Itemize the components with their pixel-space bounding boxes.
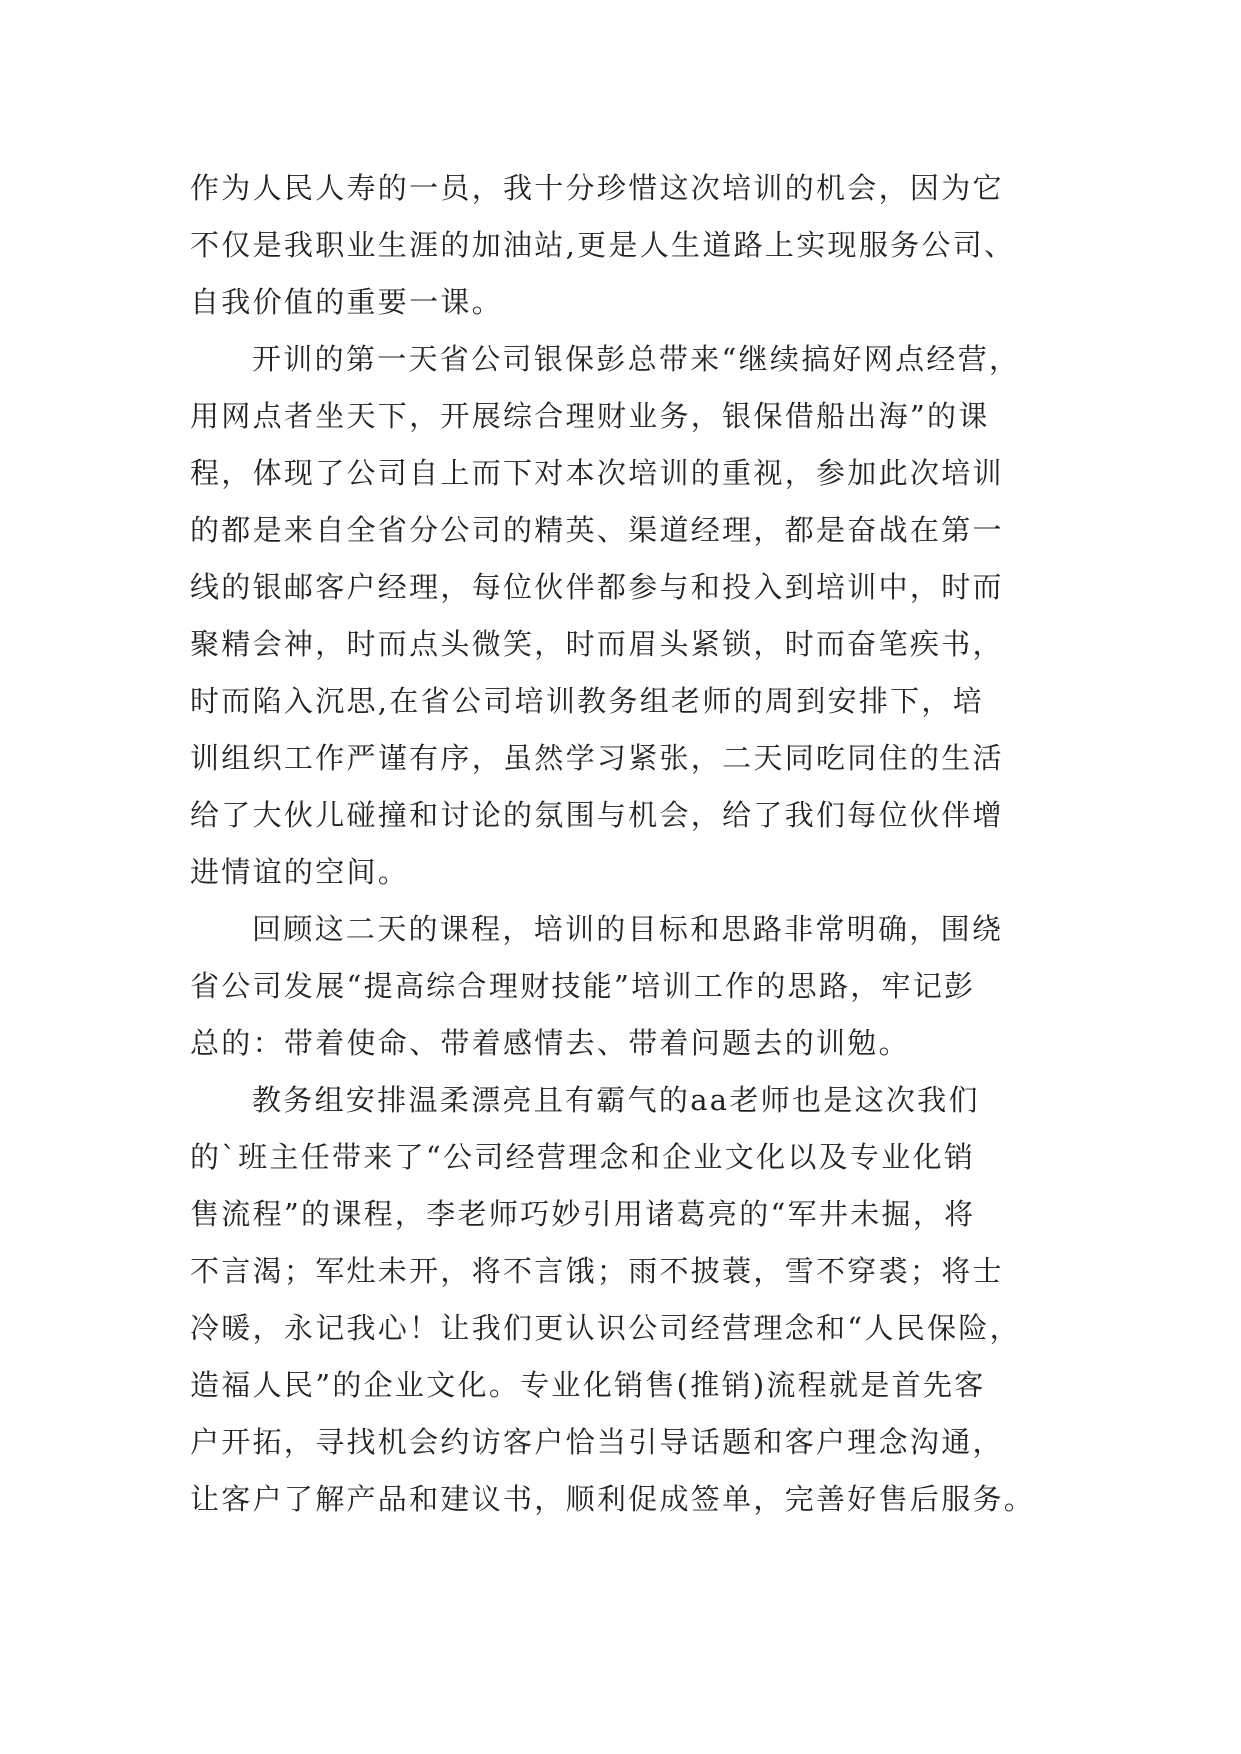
text-line: 冷暖，永记我心！让我们更认识公司经营理念和“人民保险， [190, 1311, 1021, 1345]
text-line: 给了大伙儿碰撞和讨论的氛围与机会，给了我们每位伙伴增 [190, 798, 1004, 832]
paragraph-2 [190, 331, 1090, 901]
text-line: 进情谊的空间。 [190, 855, 410, 889]
text-line: 回顾这二天的课程，培训的目标和思路非常明确，围绕 [252, 912, 1004, 946]
text-line: 的都是来自全省分公司的精英、渠道经理，都是奋战在第一 [190, 513, 1004, 547]
text-line: 不言渴；军灶未开，将不言饿；雨不披蓑，雪不穿裘；将士 [190, 1254, 1004, 1288]
paragraph-1 [190, 160, 1090, 331]
text-line: 程，体现了公司自上而下对本次培训的重视，参加此次培训 [190, 456, 1004, 490]
text-line: 总的：带着使命、带着感情去、带着问题去的训勉。 [190, 1026, 910, 1060]
text-line: 户开拓，寻找机会约访客户恰当引导话题和客户理念沟通， [190, 1425, 1004, 1459]
text-line: 时而陷入沉思,在省公司培训教务组老师的周到安排下，培 [190, 684, 985, 718]
paragraph-3 [190, 901, 1090, 1072]
text-line: 售流程”的课程，李老师巧妙引用诸葛亮的“军井未掘，将 [190, 1197, 976, 1231]
text-line: 用网点者坐天下，开展综合理财业务，银保借船出海”的课 [190, 399, 990, 433]
text-line: 教务组安排温柔漂亮且有霸气的aa老师也是这次我们 [252, 1083, 980, 1117]
text-line: 聚精会神，时而点头微笑，时而眉头紧锁，时而奋笔疾书， [190, 627, 1004, 661]
text-line: 自我价值的重要一课。 [190, 285, 504, 319]
paragraph-4 [190, 1072, 1090, 1528]
text-line: 作为人民人寿的一员，我十分珍惜这次培训的机会，因为它 [190, 171, 1004, 205]
text-line: 开训的第一天省公司银保彭总带来“继续搞好网点经营， [252, 342, 1021, 376]
text-line: 让客户了解产品和建议书，顺利促成签单，完善好售后服务。 [190, 1482, 1036, 1516]
text-line: 的`班主任带来了“公司经营理念和企业文化以及专业化销 [190, 1140, 976, 1174]
text-line: 训组织工作严谨有序，虽然学习紧张，二天同吃同住的生活 [190, 741, 1004, 775]
text-line: 线的银邮客户经理，每位伙伴都参与和投入到培训中，时而 [190, 570, 1004, 604]
text-line: 省公司发展“提高综合理财技能”培训工作的思路，牢记彭 [190, 969, 976, 1003]
text-line: 不仅是我职业生涯的加油站,更是人生道路上实现服务公司、 [190, 228, 1016, 262]
document-body [190, 160, 1090, 1528]
text-line: 造福人民”的企业文化。专业化销售(推销)流程就是首先客 [190, 1368, 986, 1402]
